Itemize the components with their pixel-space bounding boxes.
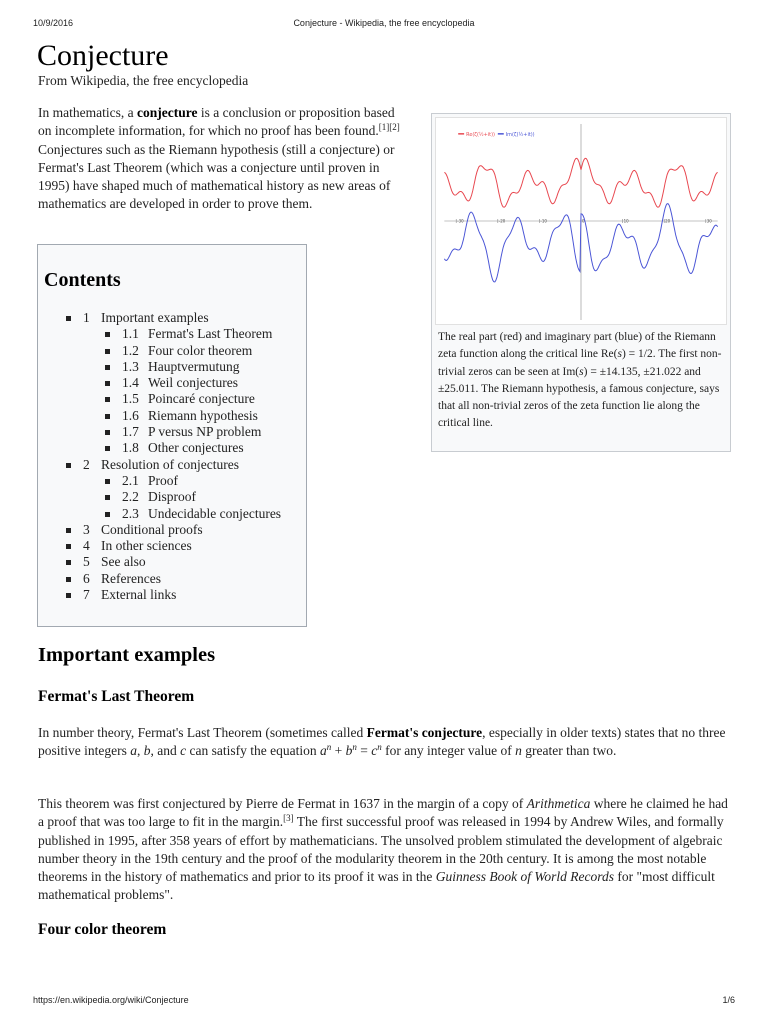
- section-heading-important-examples: Important examples: [38, 644, 216, 666]
- toc-item[interactable]: [66, 554, 281, 570]
- toc-number: 2.1: [122, 472, 139, 488]
- toc-link[interactable]: Fermat's Last Theorem: [148, 326, 273, 342]
- table-of-contents: [37, 244, 307, 627]
- lead-bold-term: conjecture: [136, 105, 198, 120]
- lead-paragraph: [38, 104, 410, 214]
- toc-link[interactable]: See also: [101, 554, 146, 570]
- toc-subitem[interactable]: [105, 506, 281, 522]
- citation-link[interactable]: [1]: [378, 122, 390, 133]
- math-exponent: n: [377, 742, 382, 753]
- toc-number: 2.2: [122, 489, 139, 505]
- lead-text: In mathematics, a: [38, 105, 137, 120]
- toc-sublist: [105, 473, 281, 522]
- toc-subitem[interactable]: [105, 473, 281, 489]
- legend-label-real: Re(ζ(½+it)): [466, 131, 495, 138]
- toc-number: 1.7: [122, 424, 139, 440]
- plot-legend: [458, 131, 534, 138]
- toc-number: 1.3: [122, 358, 139, 374]
- page-title: Conjecture: [37, 39, 169, 72]
- toc-link[interactable]: Riemann hypothesis: [148, 407, 258, 423]
- math-operator: =: [356, 743, 372, 759]
- math-exponent: n: [352, 742, 357, 753]
- page-subtitle: From Wikipedia, the free encyclopedia: [38, 73, 249, 88]
- print-url: https://en.wikipedia.org/wiki/Conjecture: [33, 995, 189, 1005]
- lead-text: Conjectures such as the Riemann hypothesis (still a conjecture) or Fermat's Last Theorem (which was a conjecture until proven in 1995) have shaped much of mathematical history as new areas of mathematics are developed in order to prove them.: [38, 141, 395, 212]
- math-var: a: [319, 743, 327, 759]
- toc-number: 4: [83, 538, 90, 554]
- toc-list: [66, 310, 281, 603]
- x-tick-label: -10: [540, 218, 547, 224]
- math-exponent: n: [326, 742, 332, 753]
- legend-label-imag: Im(ζ(½+it)): [505, 131, 535, 138]
- caption-text: ) = 1/2. The first non-trivial zeros can be seen at Im(: [438, 348, 722, 378]
- citation-link[interactable]: [2]: [389, 122, 400, 133]
- para-text: The first successful proof was released in 1994 by Andrew Wiles, and formally published in 1995, after 358 years of effort by mathematicians. The unsolved problem stimulated the development of algebraic number theory in the 19th century and the proof of the modularity theorem in the 20th century. It is among the most notable theorems in the history of mathematics and prior to its proof it was in the: [38, 814, 724, 885]
- toc-subitem[interactable]: [105, 424, 281, 440]
- toc-number: 1.8: [122, 440, 139, 456]
- x-tick-label: -20: [498, 218, 506, 224]
- toc-link[interactable]: References: [101, 570, 161, 586]
- toc-link[interactable]: Undecidable conjectures: [148, 505, 282, 521]
- toc-title: Contents: [44, 269, 121, 291]
- toc-subitem[interactable]: [105, 489, 281, 505]
- toc-link[interactable]: Hauptvermutung: [148, 358, 240, 374]
- toc-number: 3: [83, 521, 90, 537]
- toc-item[interactable]: [66, 571, 281, 587]
- toc-link[interactable]: Four color theorem: [148, 342, 253, 358]
- math-var: n: [515, 743, 522, 759]
- toc-subitem[interactable]: [105, 440, 281, 456]
- x-tick-label: 20: [665, 218, 671, 224]
- citation-3[interactable]: [283, 813, 294, 823]
- x-tick-label: -30: [457, 218, 464, 224]
- fermat-paragraph-1: [38, 724, 732, 761]
- caption-text: ) = ±14.135, ±21.022 and ±25.011. The Riemann hypothesis, a famous conjecture, says that all non-trivial zeros of the zeta function lie along the critical line.: [438, 365, 720, 430]
- para-text: for "most difficult mathematical problems".: [38, 869, 715, 903]
- toc-sublist: [105, 326, 281, 456]
- print-header: [0, 18, 768, 30]
- print-page-number: 1/6: [722, 995, 735, 1005]
- print-page-title: Conjecture - Wikipedia, the free encyclopedia: [293, 18, 475, 28]
- toc-number: 2.3: [122, 505, 139, 521]
- caption-variable: s: [617, 348, 622, 361]
- x-tick-label: 10: [623, 218, 629, 224]
- toc-link[interactable]: Weil conjectures: [148, 375, 238, 391]
- toc-subitem[interactable]: [105, 326, 281, 342]
- math-var: c: [180, 743, 187, 759]
- toc-number: 1: [83, 310, 90, 325]
- toc-link[interactable]: External links: [101, 587, 177, 603]
- toc-number: 1.2: [122, 342, 139, 358]
- para-text: ,: [136, 743, 144, 759]
- x-tick-label: 30: [706, 218, 712, 224]
- toc-subitem[interactable]: [105, 343, 281, 359]
- para-text: for any integer value of: [381, 743, 516, 759]
- citation-1[interactable]: [379, 122, 390, 132]
- figure-thumbnail: [431, 113, 731, 452]
- toc-item[interactable]: [66, 522, 281, 538]
- toc-link[interactable]: Proof: [148, 472, 178, 488]
- print-date: 10/9/2016: [33, 18, 74, 28]
- math-var: b: [345, 743, 353, 759]
- toc-link[interactable]: In other sciences: [101, 538, 192, 554]
- subsection-heading-four-color: Four color theorem: [38, 921, 167, 938]
- toc-item[interactable]: [66, 538, 281, 554]
- math-var: c: [371, 743, 378, 759]
- toc-number: 2: [83, 456, 90, 472]
- toc-number: 6: [83, 570, 90, 586]
- zeta-function-plot[interactable]: [435, 117, 727, 325]
- para-text: In number theory, Fermat's Last Theorem (sometimes called: [38, 725, 367, 740]
- fermat-paragraph-2: [38, 795, 732, 905]
- para-text: can satisfy the equation: [186, 743, 320, 759]
- lead-text: is a conclusion or proposition based on incomplete information, for which no proof has been found.: [38, 105, 395, 139]
- toc-subitem[interactable]: [105, 408, 281, 424]
- toc-subitem[interactable]: [105, 375, 281, 391]
- toc-link[interactable]: Other conjectures: [148, 440, 244, 456]
- para-text: greater than two.: [521, 743, 617, 759]
- toc-number: 1.1: [122, 326, 139, 342]
- citation-2[interactable]: [389, 122, 400, 132]
- print-footer: [0, 995, 768, 1007]
- toc-number: 7: [83, 587, 90, 603]
- book-title: Guinness Book of World Records: [435, 869, 615, 885]
- para-bold-term: Fermat's conjecture: [366, 725, 483, 740]
- toc-link[interactable]: Poincaré conjecture: [148, 391, 255, 407]
- figure-caption: [438, 329, 724, 433]
- toc-item[interactable]: [66, 310, 281, 457]
- para-text: This theorem was first conjectured by Pierre de Fermat in 1637 in the margin of a copy of: [38, 796, 527, 811]
- toc-link[interactable]: P versus NP problem: [148, 424, 262, 440]
- subsection-heading-fermat: Fermat's Last Theorem: [38, 688, 195, 705]
- para-text: , especially in older texts) states that no three positive integers: [38, 725, 726, 759]
- toc-number: 1.6: [122, 407, 139, 423]
- toc-link[interactable]: Conditional proofs: [101, 521, 203, 537]
- toc-subitem[interactable]: [105, 359, 281, 375]
- citation-link[interactable]: [3]: [283, 813, 294, 824]
- toc-item[interactable]: [66, 457, 281, 522]
- math-var: a: [130, 743, 137, 759]
- toc-link[interactable]: Important examples: [101, 310, 209, 325]
- para-text: , and: [150, 743, 181, 759]
- toc-link[interactable]: Disproof: [148, 489, 196, 505]
- toc-number: 1.4: [122, 375, 139, 391]
- math-var: b: [143, 743, 151, 759]
- toc-subitem[interactable]: [105, 391, 281, 407]
- para-text: where he claimed he had a proof that was too large to fit in the margin.: [38, 796, 728, 830]
- toc-number: 5: [83, 554, 90, 570]
- toc-number: 1.5: [122, 391, 139, 407]
- math-operator: +: [331, 743, 346, 759]
- x-tick-label: 0: [581, 218, 585, 224]
- book-title: Arithmetica: [526, 796, 591, 811]
- toc-item[interactable]: [66, 587, 281, 603]
- caption-variable: s: [579, 365, 584, 378]
- caption-text: The real part (red) and imaginary part (blue) of the Riemann zeta function along the critical line Re(: [438, 331, 716, 361]
- toc-link[interactable]: Resolution of conjectures: [101, 456, 239, 472]
